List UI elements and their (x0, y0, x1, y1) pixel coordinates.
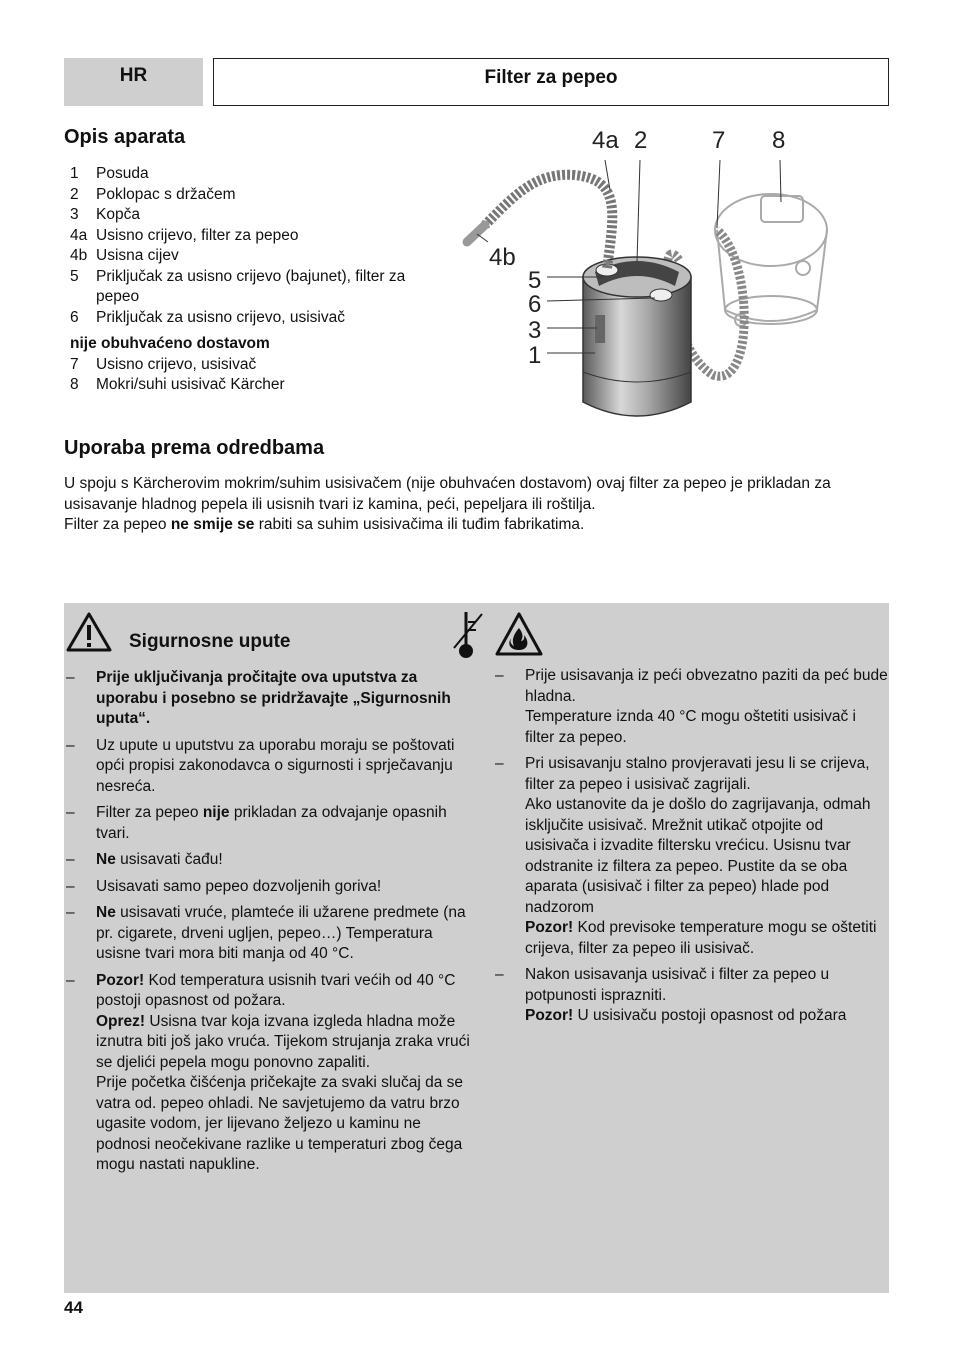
safety-right-column (493, 666, 889, 1033)
list-item: – Prije uključivanja pročitajte ova uputstva za uporabu i posebno se pridržavajte „Sigurnosnih uputa“. (66, 669, 451, 727)
list-item: 1 Posuda (70, 165, 149, 182)
label-4b: 4b (489, 244, 516, 271)
label-3: 3 (528, 317, 542, 344)
fire-hazard-icon (494, 611, 544, 657)
label-7: 7 (712, 127, 726, 154)
list-item: 5 Priključak za usisno crijevo (bajunet), filter za pepeo (70, 267, 406, 305)
usage-text (64, 474, 892, 536)
list-item: – Prije usisavanja iz peći obvezatno paziti da peć bude hladna. Temperature iznda 40 °C mogu oštetiti usisivač i filter za pepeo. (495, 667, 888, 746)
list-item: – Filter za pepeo nije prikladan za odvajanje opasnih tvari. (66, 804, 447, 842)
description-heading: Opis aparata (64, 126, 186, 148)
list-item: 4b Usisna cijev (70, 247, 179, 264)
list-item: 6 Priključak za usisno crijevo, usisivač (70, 308, 345, 326)
container (583, 277, 691, 416)
list-item: – Nakon usisavanja usisivač i filter za pepeo u potpunosti isprazniti. Pozor! U usisivaču postoji opasnost od požara (495, 966, 847, 1024)
parts-list (64, 164, 444, 396)
list-item: – Pozor! Kod temperatura usisnih tvari većih od 40 °C postoji opasnost od požara. Oprez! Usisna tvar koja izvana izgleda hladna može iznutra biti još jako vruća. Tijekom strujanja zraka vrući se djelići pepela mogu ponovno zapaliti. Prije početka čišćenja pričekajte za svaki slučaj da se vatra od. pepeo ohladi. Ne savjetujemo da vatru brzo ugasite vodom, jer lijevano željezo u kaminu ne podnosi neočekivane razlike u temperaturi zbog čega mogu nastati napukline. (66, 971, 470, 1173)
label-8: 8 (772, 127, 786, 154)
safety-heading: Sigurnosne upute (129, 631, 291, 652)
safety-left-column (64, 668, 476, 1182)
list-item: – Usisavati samo pepeo dozvoljenih goriva! (66, 877, 382, 895)
label-5: 5 (528, 267, 542, 294)
label-6: 6 (528, 291, 542, 318)
warning-triangle-icon (66, 611, 112, 653)
suction-tube (467, 225, 485, 242)
not-included-label: nije obuhvaćeno dostavom (70, 335, 270, 352)
usage-paragraph: Filter za pepeo ne smije se rabiti sa suhim usisivačima ili tuđim fabrikatima. (64, 516, 585, 533)
list-item: 3 Kopča (70, 206, 140, 223)
list-item: 8 Mokri/suhi usisivač Kärcher (70, 376, 285, 393)
list-item: 2 Poklopac s držačem (70, 185, 236, 203)
usage-paragraph: U spoju s Kärcherovim mokrim/suhim usisivačem (nije obuhvaćen dostavom) ovaj filter za pepeo je prikladan za usisavanje hladnog pepela ili usisnih tvari iz kamina, peći, pepeljara ili roštilja. (64, 475, 831, 513)
page-title: Filter za pepeo (213, 58, 889, 106)
usage-heading: Uporaba prema odredbama (64, 437, 325, 459)
list-item: 4a Usisno crijevo, filter za pepeo (70, 226, 299, 244)
list-item: – Pri usisavanju stalno provjeravati jesu li se crijeva, filter za pepeo i usisivač zagrijali. Ako ustanovite da je došlo do zagrijavanja, odmah isključite usisivač. Mrežnit utikač otpojite od usisivača i izvadite filtersku vrećicu. Usisnu tvar odstranite iz filtera za pepeo. Pustite da se oba aparata (usisivač i filter za pepeo) hlade pod nadzorom Pozor! Kod previsoke temperature mogu se oštetiti crijeva, filter za pepeo ili usisivač. (495, 755, 877, 957)
label-1: 1 (528, 342, 542, 369)
label-2: 2 (634, 127, 648, 154)
device-illustration (455, 120, 855, 430)
page-number: 44 (64, 1298, 83, 1317)
safety-panel (64, 603, 889, 1293)
language-code: HR (64, 58, 203, 106)
label-4a: 4a (592, 127, 619, 154)
list-item: – Ne usisavati vruće, plamteće ili užarene predmete (na pr. cigarete, drveni ugljen, pepeo…) Temperatura usisne tvari mora biti manja od 40 °C. (66, 904, 466, 962)
list-item: – Uz upute u uputstvu za uporabu moraju se poštovati opći propisi zakonodavca o sigurnosti i sprječavanju nesreća. (66, 736, 455, 795)
list-item: 7 Usisno crijevo, usisivač (70, 355, 257, 373)
thermometer-icon (446, 610, 486, 660)
list-item: – Ne usisavati čađu! (66, 851, 223, 868)
